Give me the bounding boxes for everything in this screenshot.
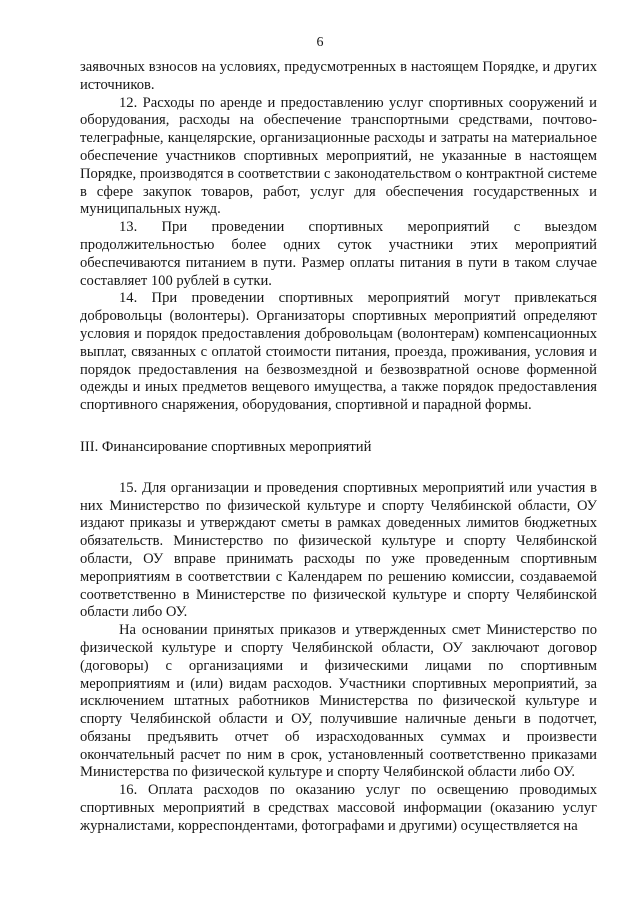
page-number: 6 <box>316 35 324 50</box>
paragraph-15: 15. Для организации и проведения спортивных мероприятий или участия в них Министерство по физической культуре и спорту Челябинской области, ОУ издают приказы и утверждают сметы в рамках доведенных лимитов бюджетных обязательств. Министерство по физической культуре и спорту Челябинской области, ОУ вправе принимать расходы по уже проведенным спортивным мероприятиям в соответствии с Календарем по решению комиссии, создаваемой соответственно в Министерстве по физической культуре и спорту Челябинской области либо ОУ. <box>80 479 597 621</box>
paragraph-13: 13. При проведении спортивных мероприятий с выездом продолжительностью более одних суток участники этих мероприятий обеспечиваются питанием в пути. Размер оплаты питания в пути в таком случае составляет 100 рублей в сутки. <box>80 219 597 289</box>
document-body <box>80 59 597 836</box>
paragraph-15-continued: На основании принятых приказов и утвержденных смет Министерство по физической культуре и спорту Челябинской области, ОУ заключают договор (договоры) с организациями и физическими лицами по спортивным мероприятиям и (или) видам расходов. Участники спортивных мероприятий, за исключением штатных работников Министерства по физической культуре и спорту Челябинской области и ОУ, получившие наличные деньги в подотчет, обязаны предъявить отчет об израсходованных суммах и произвести окончательный расчет по ним в срок, установленный соответственно приказами Министерства по физической культуре и спорту Челябинской области либо ОУ. <box>80 622 597 781</box>
section-heading: III. Финансирование спортивных мероприятий <box>80 438 372 455</box>
paragraph-14: 14. При проведении спортивных мероприятий могут привлекаться добровольцы (волонтеры). Организаторы спортивных мероприятий определяют условия и порядок предоставления добровольцам (волонтерам) компенсационных выплат, связанных с оплатой стоимости питания, проезда, проживания, условия и порядок предоставления на безвозмездной и безвозвратной основе форменной одежды и иных предметов вещевого имущества, а также порядок предоставления спортивного снаряжения, оборудования, спортивной и парадной формы. <box>80 290 597 414</box>
paragraph-16: 16. Оплата расходов по оказанию услуг по освещению проводимых спортивных мероприятий в средствах массовой информации (оказанию услуг журналистами, корреспондентами, фотографами и другими) осуществляется на <box>80 782 597 834</box>
paragraph-12: 12. Расходы по аренде и предоставлению услуг спортивных сооружений и оборудования, расходы на обеспечение транспортными средствами, почтово-телеграфные, канцелярские, организационные расходы и затраты на материальное обеспечение участников спортивных мероприятий, не указанные в настоящем Порядке, производятся в соответствии с законодательством о контрактной системе в сфере закупок товаров, работ, услуг для обеспечения государственных и муниципальных нужд. <box>80 94 597 218</box>
paragraph-continuation: заявочных взносов на условиях, предусмотренных в настоящем Порядке, и других источников. <box>80 59 597 93</box>
